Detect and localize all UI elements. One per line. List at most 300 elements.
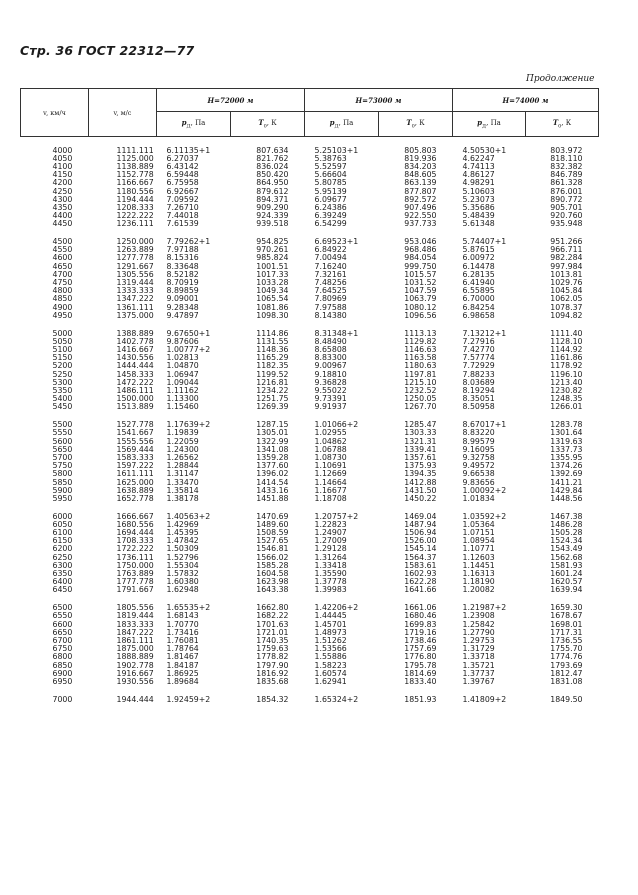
table-cell: 1416.667 (116, 344, 154, 354)
table-cell: 846.789 (550, 170, 583, 180)
table-cell: 9.91937 (314, 402, 347, 412)
table-cell: 1.39767 (462, 676, 495, 686)
table-cell: 6.39249 (314, 211, 347, 221)
table-cell: 6850 (52, 660, 73, 670)
table-cell: 1444.444 (116, 361, 154, 371)
table-cell: 1611.111 (116, 469, 154, 479)
table-cell: 1699.83 (404, 619, 437, 629)
table-cell: 1777.778 (116, 577, 154, 587)
table-cell: 1583.333 (116, 452, 154, 462)
table-cell: 1230.82 (550, 385, 583, 395)
table-cell: 1431.50 (404, 485, 437, 495)
table-cell: 1659.30 (550, 603, 583, 613)
table-row (21, 371, 599, 379)
table-row (21, 562, 599, 570)
table-cell: 1029.76 (550, 278, 583, 288)
table-cell: 9.09001 (166, 294, 199, 304)
table-cell: 4050 (52, 153, 73, 163)
table-row (21, 163, 599, 171)
table-cell: 1.02955 (314, 428, 347, 438)
table-cell: 1722.222 (116, 544, 154, 554)
table-cell: 1045.84 (550, 286, 583, 296)
table-cell: 1812.47 (550, 668, 583, 678)
table-cell: 939.518 (256, 219, 289, 229)
table-cell: 1854.32 (256, 694, 289, 704)
table-row (21, 446, 599, 454)
table-cell: 1639.94 (550, 585, 583, 595)
table-cell: 876.001 (550, 186, 583, 196)
table-row (21, 312, 599, 320)
table-cell: 1.58223 (314, 660, 347, 670)
table-cell: 1.65535+2 (166, 603, 211, 613)
table-cell: 1.10771 (462, 544, 495, 554)
table-cell: 1236.111 (116, 219, 154, 229)
table-cell: 1604.58 (256, 569, 289, 579)
table-cell: 5850 (52, 477, 73, 487)
table-cell: 8.15316 (166, 253, 199, 263)
table-cell: 1.70770 (166, 619, 199, 629)
table-cell: 1283.78 (550, 420, 583, 430)
table-cell: 1148.36 (256, 344, 289, 354)
table-cell: 1680.46 (404, 611, 437, 621)
table-cell: 1.89684 (166, 676, 199, 686)
table-row (21, 196, 599, 204)
table-cell: 1152.778 (116, 170, 154, 180)
table-row (21, 354, 599, 362)
table-cell: 832.382 (550, 161, 583, 171)
table-row (21, 462, 599, 470)
table-cell: 1701.63 (256, 619, 289, 629)
table-cell: 7.72929 (462, 361, 495, 371)
table-cell: 1.33718 (462, 652, 495, 662)
table-cell: 7.64525 (314, 286, 347, 296)
table-cell: 5350 (52, 385, 73, 395)
table-cell: 1078.37 (550, 302, 583, 312)
table-cell: 8.70919 (166, 278, 199, 288)
table-cell: 1.33418 (314, 560, 347, 570)
table-cell: 5.80785 (314, 178, 347, 188)
table-cell: 1.01066+2 (314, 420, 359, 430)
table-cell: 1694.444 (116, 528, 154, 538)
table-cell: 1.16677 (314, 485, 347, 495)
table-cell: 803.972 (550, 145, 583, 155)
page-header: Стр. 36 ГОСТ 22312—77 (20, 43, 195, 58)
table-cell: 1755.70 (550, 644, 583, 654)
table-cell: 1.28844 (166, 461, 199, 471)
table-cell: 1.11162 (166, 385, 199, 395)
table-cell: 1719.16 (404, 627, 437, 637)
table-cell: 1.23908 (462, 611, 495, 621)
table-cell: 1138.889 (116, 161, 154, 171)
table-row (21, 171, 599, 179)
table-cell: 1250.000 (116, 237, 154, 247)
table-cell: 1.10691 (314, 461, 347, 471)
table-cell: 1698.01 (550, 619, 583, 629)
table-cell: 1861.111 (116, 635, 154, 645)
table-cell: 1377.60 (256, 461, 289, 471)
table-cell: 7.57774 (462, 353, 495, 363)
table-cell: 7.26710 (166, 202, 199, 212)
table-cell: 1930.556 (116, 676, 154, 686)
table-cell: 1.60574 (314, 668, 347, 678)
table-cell: 1194.444 (116, 194, 154, 204)
table-cell: 1.04870 (166, 361, 199, 371)
table-cell: 6750 (52, 644, 73, 654)
table-cell: 5050 (52, 336, 73, 346)
table-cell: 1263.889 (116, 245, 154, 255)
table-cell: 1717.31 (550, 627, 583, 637)
table-cell: 1197.81 (404, 369, 437, 379)
table-cell: 1.86925 (166, 668, 199, 678)
table-cell: 1757.69 (404, 644, 437, 654)
table-cell: 5000 (52, 328, 73, 338)
table-cell: 1505.28 (550, 528, 583, 538)
table-cell: 890.772 (550, 194, 583, 204)
table-cell: 1.18190 (462, 577, 495, 587)
table-row (21, 155, 599, 163)
table-cell: 9.87606 (166, 336, 199, 346)
table-cell: 1.00092+2 (462, 485, 507, 495)
table-cell: 6.92667 (166, 186, 199, 196)
continuation-label: Продолжение (526, 74, 595, 84)
group-spacer (21, 229, 599, 239)
table-row (21, 220, 599, 228)
table-cell: 7.13212+1 (462, 328, 507, 338)
table-cell: 1166.667 (116, 178, 154, 188)
table-cell: 6.24386 (314, 202, 347, 212)
table-cell: 1250.05 (404, 394, 437, 404)
table-cell: 937.733 (404, 219, 437, 229)
table-cell: 1234.22 (256, 385, 289, 395)
table-cell: 1.53566 (314, 644, 347, 654)
table-cell: 1816.92 (256, 668, 289, 678)
table-cell: 1062.05 (550, 294, 583, 304)
table-cell: 5950 (52, 493, 73, 503)
group-spacer (21, 137, 599, 147)
table-row (21, 379, 599, 387)
table-cell: 1738.46 (404, 635, 437, 645)
table-cell: 1.06788 (314, 444, 347, 454)
table-cell: 1902.778 (116, 660, 154, 670)
table-cell: 4300 (52, 194, 73, 204)
table-cell: 8.52182 (166, 269, 199, 279)
table-cell: 1267.70 (404, 402, 437, 412)
table-cell: 1489.60 (256, 519, 289, 529)
table-cell: 8.33648 (166, 261, 199, 271)
table-cell: 1339.41 (404, 444, 437, 454)
table-cell: 6400 (52, 577, 73, 587)
table-cell: 6000 (52, 511, 73, 521)
table-cell: 6.98658 (462, 310, 495, 320)
table-cell: 863.139 (404, 178, 437, 188)
table-row (21, 429, 599, 437)
table-cell: 9.49572 (462, 461, 495, 471)
table-cell: 1180.63 (404, 361, 437, 371)
table-cell: 1.19839 (166, 428, 199, 438)
table-cell: 922.550 (404, 211, 437, 221)
table-cell: 1.25842 (462, 619, 495, 629)
table-cell: 1620.57 (550, 577, 583, 587)
table-row (21, 147, 599, 155)
table-cell: 1638.889 (116, 485, 154, 495)
table-cell: 5700 (52, 452, 73, 462)
table-cell: 5550 (52, 428, 73, 438)
table-cell: 7.27916 (462, 336, 495, 346)
table-cell: 8.99579 (462, 436, 495, 446)
table-cell: 1564.37 (404, 552, 437, 562)
table-row (21, 696, 599, 704)
table-cell: 1.73416 (166, 627, 199, 637)
table-cell: 1736.55 (550, 635, 583, 645)
table-cell: 1429.84 (550, 485, 583, 495)
table-row (21, 403, 599, 411)
table-cell: 6500 (52, 603, 73, 613)
table-cell: 1.12669 (314, 469, 347, 479)
col-header-pressure-3: $p_Д$, Па (453, 112, 526, 137)
table-cell: 1.45701 (314, 619, 347, 629)
table-cell: 1623.98 (256, 577, 289, 587)
table-cell: 982.284 (550, 253, 583, 263)
table-cell: 1.40563+2 (166, 511, 211, 521)
table-cell: 7.97188 (166, 245, 199, 255)
table-cell: 1.42206+2 (314, 603, 359, 613)
table-cell: 4450 (52, 219, 73, 229)
table-cell: 1114.86 (256, 328, 289, 338)
table-cell: 7.97588 (314, 302, 347, 312)
table-row (21, 513, 599, 521)
table-cell: 6950 (52, 676, 73, 686)
table-cell: 4750 (52, 278, 73, 288)
table-cell: 4350 (52, 202, 73, 212)
table-cell: 1.50309 (166, 544, 199, 554)
table-cell: 6550 (52, 611, 73, 621)
table-cell: 1374.26 (550, 461, 583, 471)
table-cell: 5450 (52, 402, 73, 412)
table-cell: 7.88233 (462, 369, 495, 379)
table-cell: 1.06947 (166, 369, 199, 379)
table-cell: 1394.35 (404, 469, 437, 479)
table-cell: 1847.222 (116, 627, 154, 637)
table-cell: 4950 (52, 310, 73, 320)
table-cell: 4150 (52, 170, 73, 180)
table-row (21, 545, 599, 553)
table-cell: 1.26562 (166, 452, 199, 462)
table-cell: 1662.80 (256, 603, 289, 613)
table-cell: 1682.22 (256, 611, 289, 621)
table-cell: 6.55895 (462, 286, 495, 296)
table-cell: 7.48256 (314, 278, 347, 288)
table-row (21, 670, 599, 678)
table-cell: 5800 (52, 469, 73, 479)
col-header-pressure-1: $p_Д$, Па (157, 112, 231, 137)
table-cell: 1.60380 (166, 577, 199, 587)
table-cell: 1.29753 (462, 635, 495, 645)
table-cell: 1545.14 (404, 544, 437, 554)
table-row (21, 529, 599, 537)
table-cell: 4.74113 (462, 161, 495, 171)
table-cell: 1541.667 (116, 428, 154, 438)
table-cell: 1835.68 (256, 676, 289, 686)
table-cell: 1.16313 (462, 569, 495, 579)
table-cell: 8.14380 (314, 310, 347, 320)
table-cell: 1.21987+2 (462, 603, 507, 613)
table-cell: 1001.51 (256, 261, 289, 271)
table-cell: 850.420 (256, 170, 289, 180)
table-cell: 1795.78 (404, 660, 437, 670)
table-cell: 5150 (52, 353, 73, 363)
table-cell: 1125.000 (116, 153, 154, 163)
table-cell: 4500 (52, 237, 73, 247)
table-cell: 1888.889 (116, 652, 154, 662)
table-cell: 1819.444 (116, 611, 154, 621)
table-cell: 1814.69 (404, 668, 437, 678)
table-cell: 8.35051 (462, 394, 495, 404)
table-cell: 7000 (52, 694, 73, 704)
table-cell: 1680.556 (116, 519, 154, 529)
table-cell: 4200 (52, 178, 73, 188)
table-cell: 848.605 (404, 170, 437, 180)
table-cell: 1526.00 (404, 536, 437, 546)
table-cell: 1.76081 (166, 635, 199, 645)
table-cell: 997.984 (550, 261, 583, 271)
table-cell: 1805.556 (116, 603, 154, 613)
table-cell: 1322.99 (256, 436, 289, 446)
table-cell: 1555.556 (116, 436, 154, 446)
table-cell: 1763.889 (116, 569, 154, 579)
table-cell: 6.09677 (314, 194, 347, 204)
table-cell: 8.83300 (314, 353, 347, 363)
table-cell: 935.948 (550, 219, 583, 229)
table-row (21, 521, 599, 529)
table-cell: 1361.111 (116, 302, 154, 312)
table-cell: 1199.52 (256, 369, 289, 379)
table-cell: 1652.778 (116, 493, 154, 503)
table-cell: 1146.63 (404, 344, 437, 354)
table-cell: 9.66538 (462, 469, 495, 479)
table-cell: 1.44445 (314, 611, 347, 621)
table-cell: 1.24300 (166, 444, 199, 454)
table-cell: 5400 (52, 394, 73, 404)
table-cell: 1797.90 (256, 660, 289, 670)
col-header-alt-72000: H=72000 м (157, 89, 305, 112)
col-header-v-ms: v, м/с (89, 89, 157, 137)
table-cell: 1450.22 (404, 493, 437, 503)
table-cell: 1486.111 (116, 385, 154, 395)
table-cell: 1375.93 (404, 461, 437, 471)
table-cell: 1.08730 (314, 452, 347, 462)
table-row (21, 637, 599, 645)
table-cell: 9.28348 (166, 302, 199, 312)
table-cell: 1013.81 (550, 269, 583, 279)
table-cell: 1508.59 (256, 528, 289, 538)
table-cell: 1546.81 (256, 544, 289, 554)
table-cell: 1513.889 (116, 402, 154, 412)
table-cell: 1430.556 (116, 353, 154, 363)
table-cell: 5900 (52, 485, 73, 495)
table-cell: 1266.01 (550, 402, 583, 412)
table-cell: 1.04862 (314, 436, 347, 446)
table-cell: 1543.49 (550, 544, 583, 554)
table-cell: 6.59448 (166, 170, 199, 180)
table-cell: 1793.69 (550, 660, 583, 670)
table-cell: 1.42969 (166, 519, 199, 529)
table-cell: 1.62948 (166, 585, 199, 595)
table-cell: 1098.30 (256, 310, 289, 320)
table-cell: 8.65808 (314, 344, 347, 354)
table-cell: 1303.33 (404, 428, 437, 438)
table-cell: 1.31264 (314, 552, 347, 562)
table-cell: 1215.10 (404, 377, 437, 387)
table-cell: 1063.79 (404, 294, 437, 304)
group-spacer (21, 595, 599, 605)
table-cell: 9.18810 (314, 369, 347, 379)
table-row (21, 362, 599, 370)
table-cell: 1849.50 (550, 694, 583, 704)
table-cell: 5600 (52, 436, 73, 446)
table-cell: 1569.444 (116, 444, 154, 454)
table-cell: 1833.333 (116, 619, 154, 629)
table-cell: 1451.88 (256, 493, 289, 503)
table-cell: 864.950 (256, 178, 289, 188)
table-cell: 1433.16 (256, 485, 289, 495)
table-cell: 6.43142 (166, 161, 199, 171)
table-cell: 4.50530+1 (462, 145, 507, 155)
table-row (21, 578, 599, 586)
table-cell: 1524.34 (550, 536, 583, 546)
table-cell: 1113.13 (404, 328, 437, 338)
table-row (21, 279, 599, 287)
table-cell: 1355.95 (550, 452, 583, 462)
table-cell: 1678.67 (550, 611, 583, 621)
table-cell: 6350 (52, 569, 73, 579)
table-cell: 805.803 (404, 145, 437, 155)
table-cell: 5.61348 (462, 219, 495, 229)
table-cell: 8.19294 (462, 385, 495, 395)
table-cell: 1.22823 (314, 519, 347, 529)
table-cell: 1500.000 (116, 394, 154, 404)
table-cell: 879.612 (256, 186, 289, 196)
table-cell: 4650 (52, 261, 73, 271)
table-cell: 5750 (52, 461, 73, 471)
table-cell: 1467.38 (550, 511, 583, 521)
table-cell: 9.00967 (314, 361, 347, 371)
table-cell: 1.31729 (462, 644, 495, 654)
table-cell: 905.701 (550, 202, 583, 212)
table-cell: 5300 (52, 377, 73, 387)
table-row (21, 295, 599, 303)
table-cell: 1601.24 (550, 569, 583, 579)
table-cell: 1285.47 (404, 420, 437, 430)
table-row (21, 438, 599, 446)
table-cell: 5.23073 (462, 194, 495, 204)
table-cell: 6.28135 (462, 269, 495, 279)
table-cell: 1129.82 (404, 336, 437, 346)
table-cell: 6.84922 (314, 245, 347, 255)
table-cell: 1165.29 (256, 353, 289, 363)
table-cell: 1.38178 (166, 493, 199, 503)
table-cell: 1736.111 (116, 552, 154, 562)
table-cell: 9.83656 (462, 477, 495, 487)
table-cell: 1094.82 (550, 310, 583, 320)
table-cell: 1778.82 (256, 652, 289, 662)
table-cell: 1.81467 (166, 652, 199, 662)
table-cell: 1319.444 (116, 278, 154, 288)
col-header-temp-1: $T_0$, К (231, 112, 305, 137)
table-cell: 1.35721 (462, 660, 495, 670)
table-cell: 6150 (52, 536, 73, 546)
table-cell: 1.13300 (166, 394, 199, 404)
table-cell: 1182.35 (256, 361, 289, 371)
